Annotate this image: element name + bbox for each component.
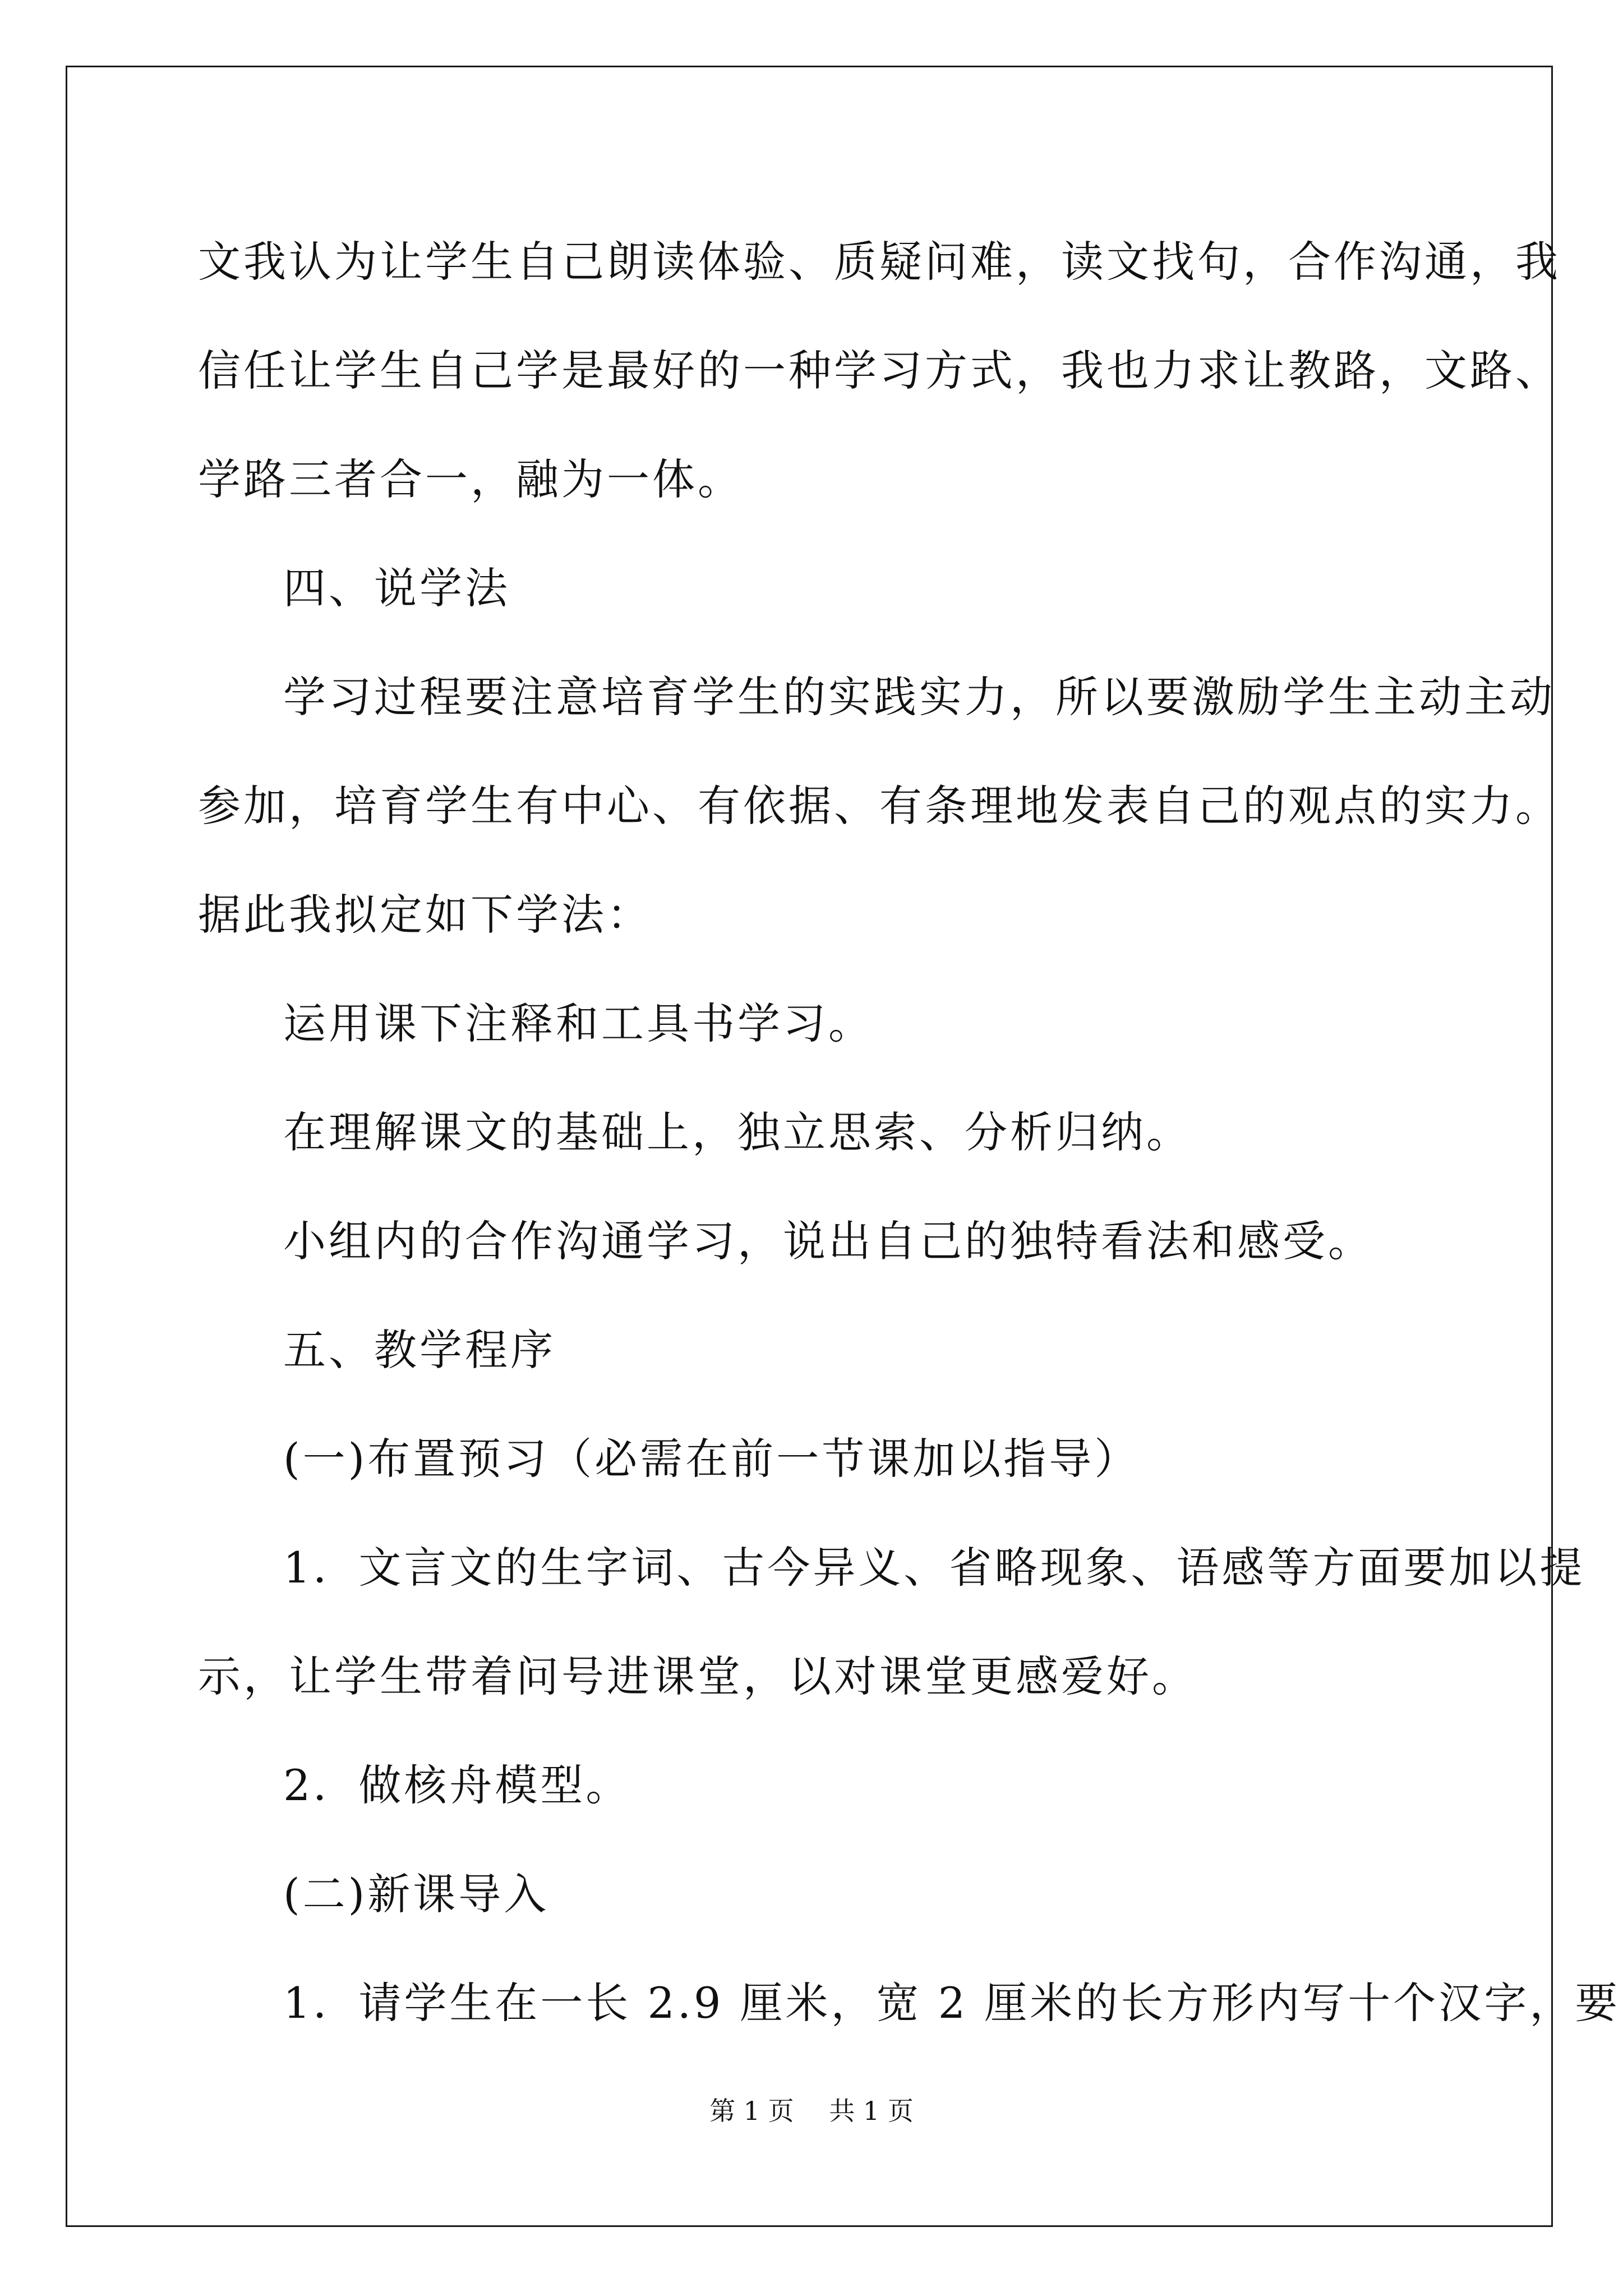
page-footer [0,2091,1623,2128]
method-item-1: 运用课下注释和工具书学习。 [283,999,874,1048]
section-heading-teaching-procedure: 五、教学程序 [283,1325,556,1375]
text-line-13: 1．文言文的生字词、古今异义、省略现象、语感等方面要加以提 [283,1543,1585,1593]
page-number: 第 1 页 [709,2096,794,2126]
text-line-6: 参加，培育学生有中心、有依据、有条理地发表自己的观点的实力。 [198,781,1561,831]
text-line-15: 2．做核舟模型。 [283,1760,631,1810]
text-line-3: 学路三者合一，融为一体。 [198,454,743,504]
subheading-preview: (一)布置预习（必需在前一节课加以指导） [283,1434,1140,1484]
text-line-14: 示，让学生带着问号进课堂，以对课堂更感爱好。 [198,1651,1197,1701]
text-line-17: 1．请学生在一长 2.9 厘米，宽 2 厘米的长方形内写十个汉字，要 [283,1978,1621,2028]
method-item-2: 在理解课文的基础上，独立思索、分析归纳。 [283,1107,1192,1157]
method-item-3: 小组内的合作沟通学习，说出自己的独特看法和感受。 [283,1216,1373,1266]
text-line-7: 据此我拟定如下学法： [198,890,652,940]
text-line-5: 学习过程要注意培育学生的实践实力，所以要激励学生主动主动 [283,672,1555,722]
page-total: 共 1 页 [829,2096,914,2126]
subheading-introduction: (二)新课导入 [283,1869,550,1919]
text-line-1: 文我认为让学生自己朗读体验、质疑问难，读文找句，合作沟通，我 [198,237,1561,287]
text-line-2: 信任让学生自己学是最好的一种学习方式，我也力求让教路，文路、 [198,346,1561,395]
section-heading-study-methods: 四、说学法 [283,563,510,613]
document-body [198,208,1621,2058]
